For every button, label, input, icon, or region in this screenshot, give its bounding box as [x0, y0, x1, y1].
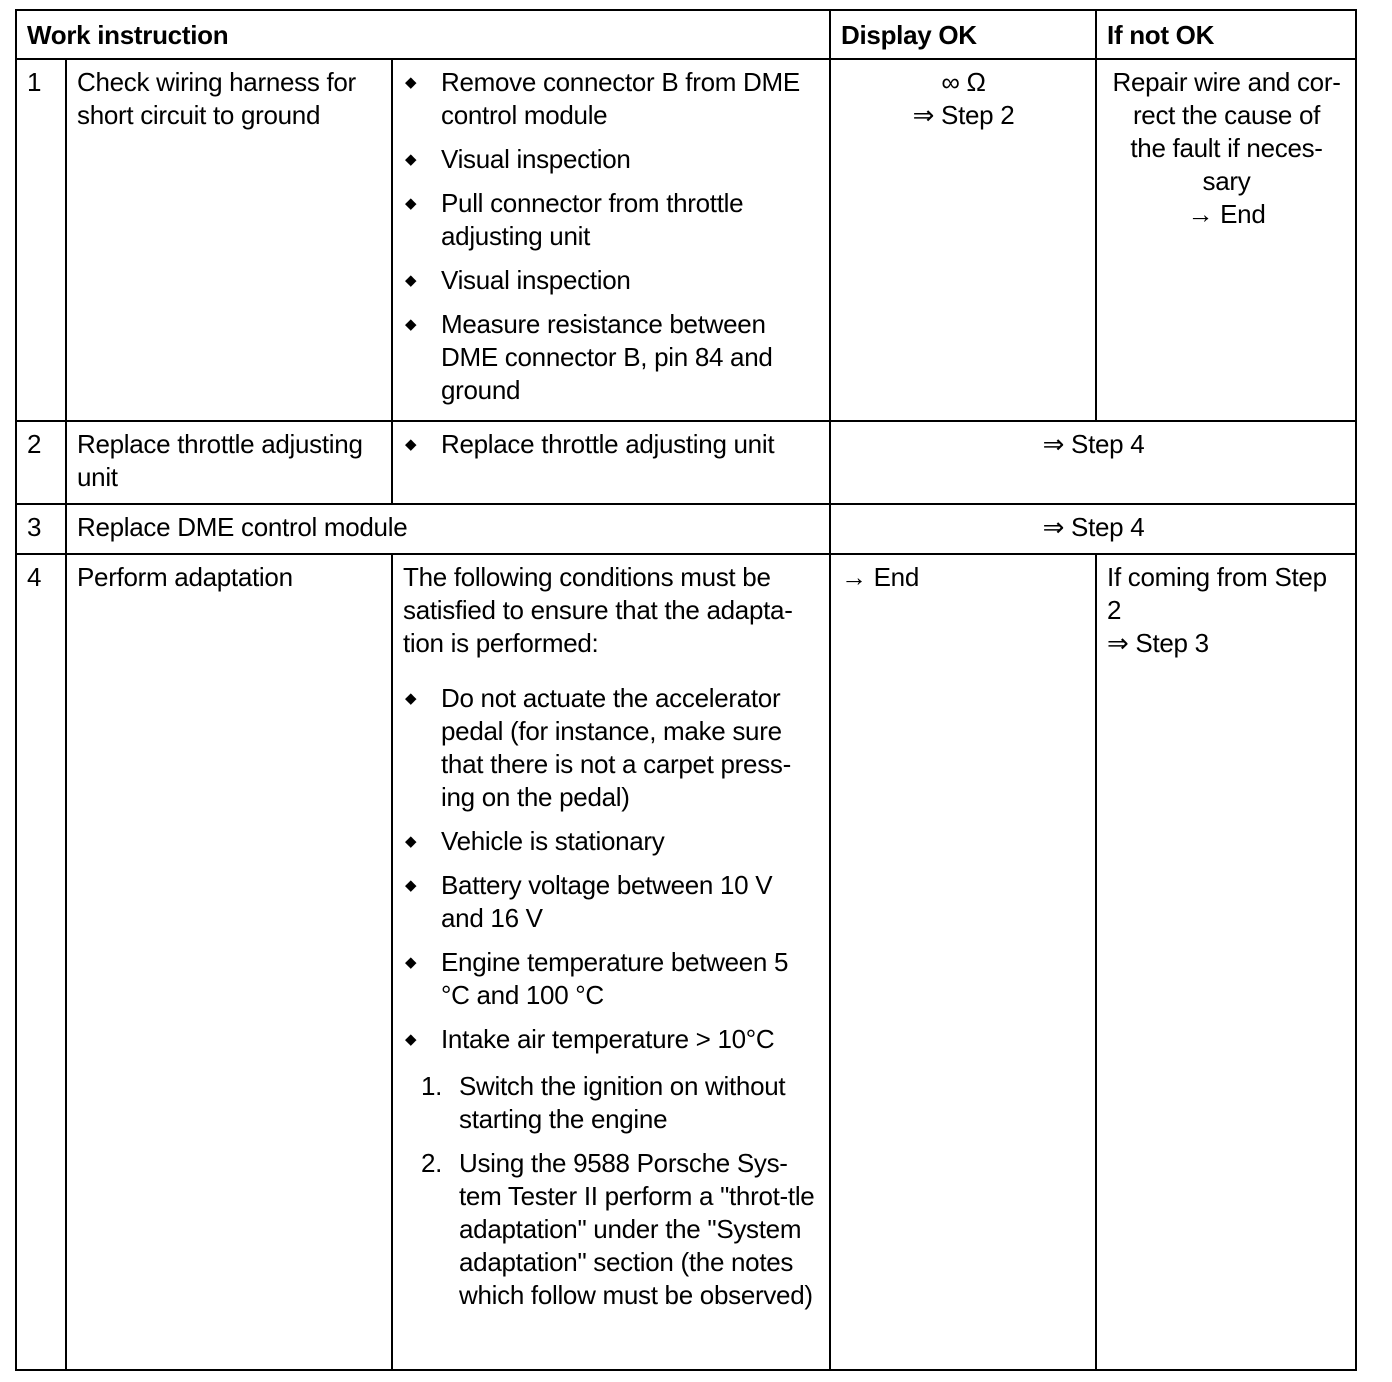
header-display-ok: Display OK: [830, 10, 1096, 59]
step-actions: [392, 59, 830, 421]
step-number: 2: [16, 421, 66, 504]
step-title: Replace throttle adjusting unit: [66, 421, 392, 504]
if-not-ok-cell: Repair wire and cor- rect the cause of the fault if neces- sary → End: [1096, 59, 1356, 421]
work-instruction-table: [15, 9, 1357, 1371]
step-index: 2.: [421, 1148, 443, 1178]
adaptation-intro: The following conditions must be satisfied to ensure that the adapta-tion is performed:: [403, 562, 793, 658]
list-item: ◆ Battery voltage between 10 V and 16 V: [403, 869, 820, 935]
step-number: 3: [16, 504, 66, 554]
if-not-ok-cell: If coming from Step 2 ⇒ Step 3: [1096, 554, 1356, 1370]
table-row: [16, 59, 1356, 421]
table-row: [16, 504, 1356, 554]
step-number: 4: [16, 554, 66, 1370]
step-title: Replace DME control module: [66, 504, 830, 554]
numbered-steps: [403, 1070, 820, 1312]
result-cell: ⇒ Step 4: [830, 421, 1356, 504]
numbered-step: [403, 1147, 820, 1312]
list-item: ◆ Engine temperature between 5 °C and 100 °C: [403, 946, 820, 1012]
step-actions: [392, 421, 830, 504]
list-item: ◆ Intake air temperature > 10°C: [403, 1023, 820, 1056]
step-number: 1: [16, 59, 66, 421]
list-item: ◆ Do not actuate the accelerator pedal (for instance, make sure that there is not a carpet press-ing on the pedal): [403, 682, 820, 814]
list-item: ◆ Vehicle is stationary: [403, 825, 820, 858]
header-row: [16, 10, 1356, 59]
step-title: Perform adaptation: [66, 554, 392, 1370]
header-if-not-ok: If not OK: [1096, 10, 1356, 59]
list-item: ◆ Measure resistance between DME connector B, pin 84 and ground: [403, 308, 820, 407]
step-text: Switch the ignition on without starting the engine: [459, 1071, 786, 1134]
numbered-step: [403, 1070, 820, 1136]
list-item: ◆ Visual inspection: [403, 264, 820, 297]
list-item: ◆ Replace throttle adjusting unit: [403, 428, 820, 461]
step-title: Check wiring harness for short circuit to ground: [66, 59, 392, 421]
display-ok-cell: ∞ Ω ⇒ Step 2: [830, 59, 1096, 421]
list-item: ◆ Pull connector from throttle adjusting unit: [403, 187, 820, 253]
header-work-instruction: Work instruction: [16, 10, 830, 59]
list-item: ◆ Remove connector B from DME control module: [403, 66, 820, 132]
step-index: 1.: [421, 1071, 443, 1101]
table-row: [16, 421, 1356, 504]
step-actions: [392, 554, 830, 1370]
list-item: ◆ Visual inspection: [403, 143, 820, 176]
table-row: [16, 554, 1356, 1370]
display-ok-cell: → End: [830, 554, 1096, 1370]
result-cell: ⇒ Step 4: [830, 504, 1356, 554]
step-text: Using the 9588 Porsche Sys-tem Tester II perform a "throt-tle adaptation" under the "System adaptation" section (the notes which follow must be observed): [459, 1148, 815, 1310]
